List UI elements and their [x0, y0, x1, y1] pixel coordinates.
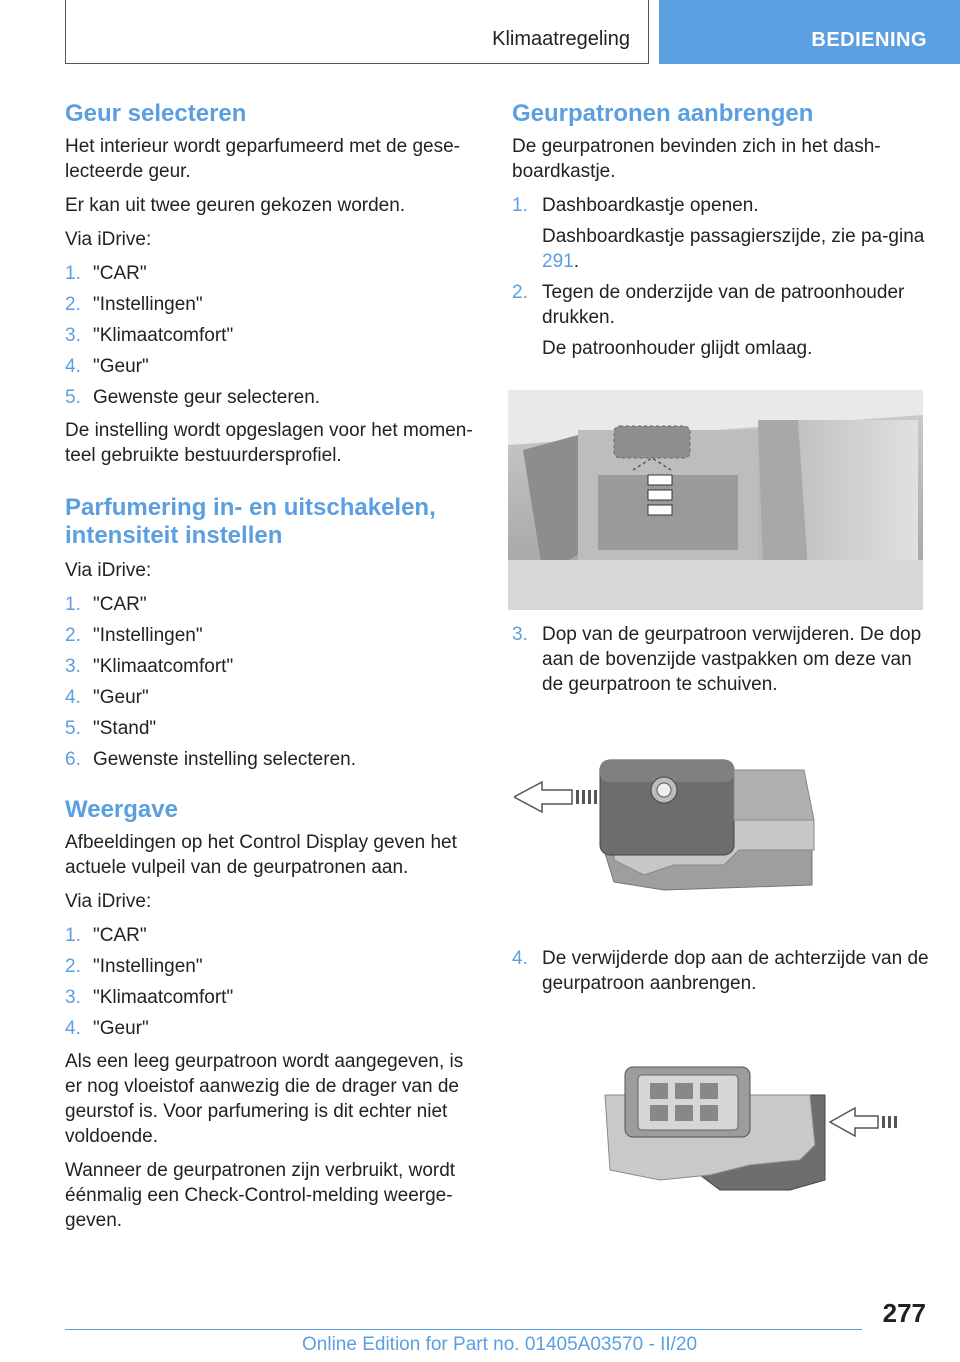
header-title-box	[65, 0, 649, 64]
paragraph: De geurpatronen bevinden zich in het dash-boardkastje.	[512, 136, 881, 182]
list-item: 5. Gewenste geur selecteren.	[65, 387, 321, 408]
step-subtext: De patroonhouder glijdt omlaag.	[542, 338, 813, 359]
paragraph: Er kan uit twee geuren gekozen worden.	[65, 195, 406, 216]
left-column	[65, 100, 477, 1242]
heading-parfumering: Parfumering in- en uitschakelen, intensiteit instellen	[65, 494, 436, 549]
list-item: 2. Tegen de onderzijde van de patroonhouder drukken. De patroonhouder glijdt omlaag.	[512, 280, 930, 361]
list-item: 5. "Stand"	[65, 718, 157, 739]
paragraph: Het interieur wordt geparfumeerd met de gese-lecteerde geur.	[65, 136, 460, 182]
cartridge-cap-illustration	[514, 750, 844, 895]
page-reference-link[interactable]: 291	[542, 251, 574, 272]
heading-weergave: Weergave	[65, 796, 178, 823]
list-item: 6. Gewenste instelling selecteren.	[65, 749, 356, 770]
heading-geurpatronen-aanbrengen: Geurpatronen aanbrengen	[512, 100, 814, 127]
paragraph: Via iDrive:	[65, 229, 152, 250]
steps-list	[512, 946, 930, 1002]
paragraph: Als een leeg geurpatroon wordt aangegeven, is er nog vloeistof aanwezig die de drager van de geurstof is. Voor parfumering is dit echter niet voldoende.	[65, 1051, 464, 1147]
list-item: 2. "Instellingen"	[65, 625, 203, 646]
footer-divider	[65, 1329, 862, 1330]
list-item: 3. "Klimaatcomfort"	[65, 325, 234, 346]
cartridge-cap-back-illustration	[600, 1055, 910, 1195]
list-item: 4. "Geur"	[65, 1018, 149, 1039]
heading-geur-selecteren: Geur selecteren	[65, 100, 247, 127]
right-column	[512, 100, 930, 994]
paragraph: Via iDrive:	[65, 560, 152, 581]
list-item: 3. "Klimaatcomfort"	[65, 987, 234, 1008]
list-item: 1. Dashboardkastje openen. Dashboardkastje passagierszijde, zie pa-gina 291.	[512, 193, 930, 274]
list-item: 4. "Geur"	[65, 687, 149, 708]
list-item: 2. "Instellingen"	[65, 294, 203, 315]
chapter-title: BEDIENING	[811, 29, 927, 51]
paragraph: Afbeeldingen op het Control Display geven het actuele vulpeil van de geurpatronen aan.	[65, 832, 457, 878]
paragraph: Via iDrive:	[65, 891, 152, 912]
paragraph: De instelling wordt opgeslagen voor het momen-teel gebruikte bestuurdersprofiel.	[65, 420, 473, 466]
glovebox-photo	[508, 390, 923, 610]
steps-list	[65, 592, 477, 772]
list-item: 2. "Instellingen"	[65, 956, 203, 977]
steps-list	[65, 923, 477, 1041]
edition-info: Online Edition for Part no. 01405A03570 - II/20	[302, 1334, 698, 1355]
page-number: 277	[882, 1298, 926, 1328]
list-item: 4. De verwijderde dop aan de achterzijde van de geurpatroon aanbrengen.	[512, 948, 929, 994]
steps-list	[512, 193, 930, 361]
list-item: 1. "CAR"	[65, 925, 147, 946]
step-subtext: Dashboardkastje passagierszijde, zie pa-gina 291.	[542, 226, 925, 272]
steps-list	[512, 622, 930, 703]
list-item: 4. "Geur"	[65, 356, 149, 377]
list-item: 1. "CAR"	[65, 594, 147, 615]
section-title: Klimaatregeling	[492, 28, 630, 50]
paragraph: Wanneer de geurpatronen zijn verbruikt, wordt éénmalig een Check-Control-melding weerge-geven.	[65, 1160, 456, 1231]
chapter-tab	[659, 0, 960, 64]
list-item: 1. "CAR"	[65, 263, 147, 284]
steps-list	[65, 261, 477, 410]
list-item: 3. "Klimaatcomfort"	[65, 656, 234, 677]
list-item: 3. Dop van de geurpatroon verwijderen. De dop aan de bovenzijde vastpakken om deze van de geurpatroon te schuiven.	[512, 624, 922, 695]
